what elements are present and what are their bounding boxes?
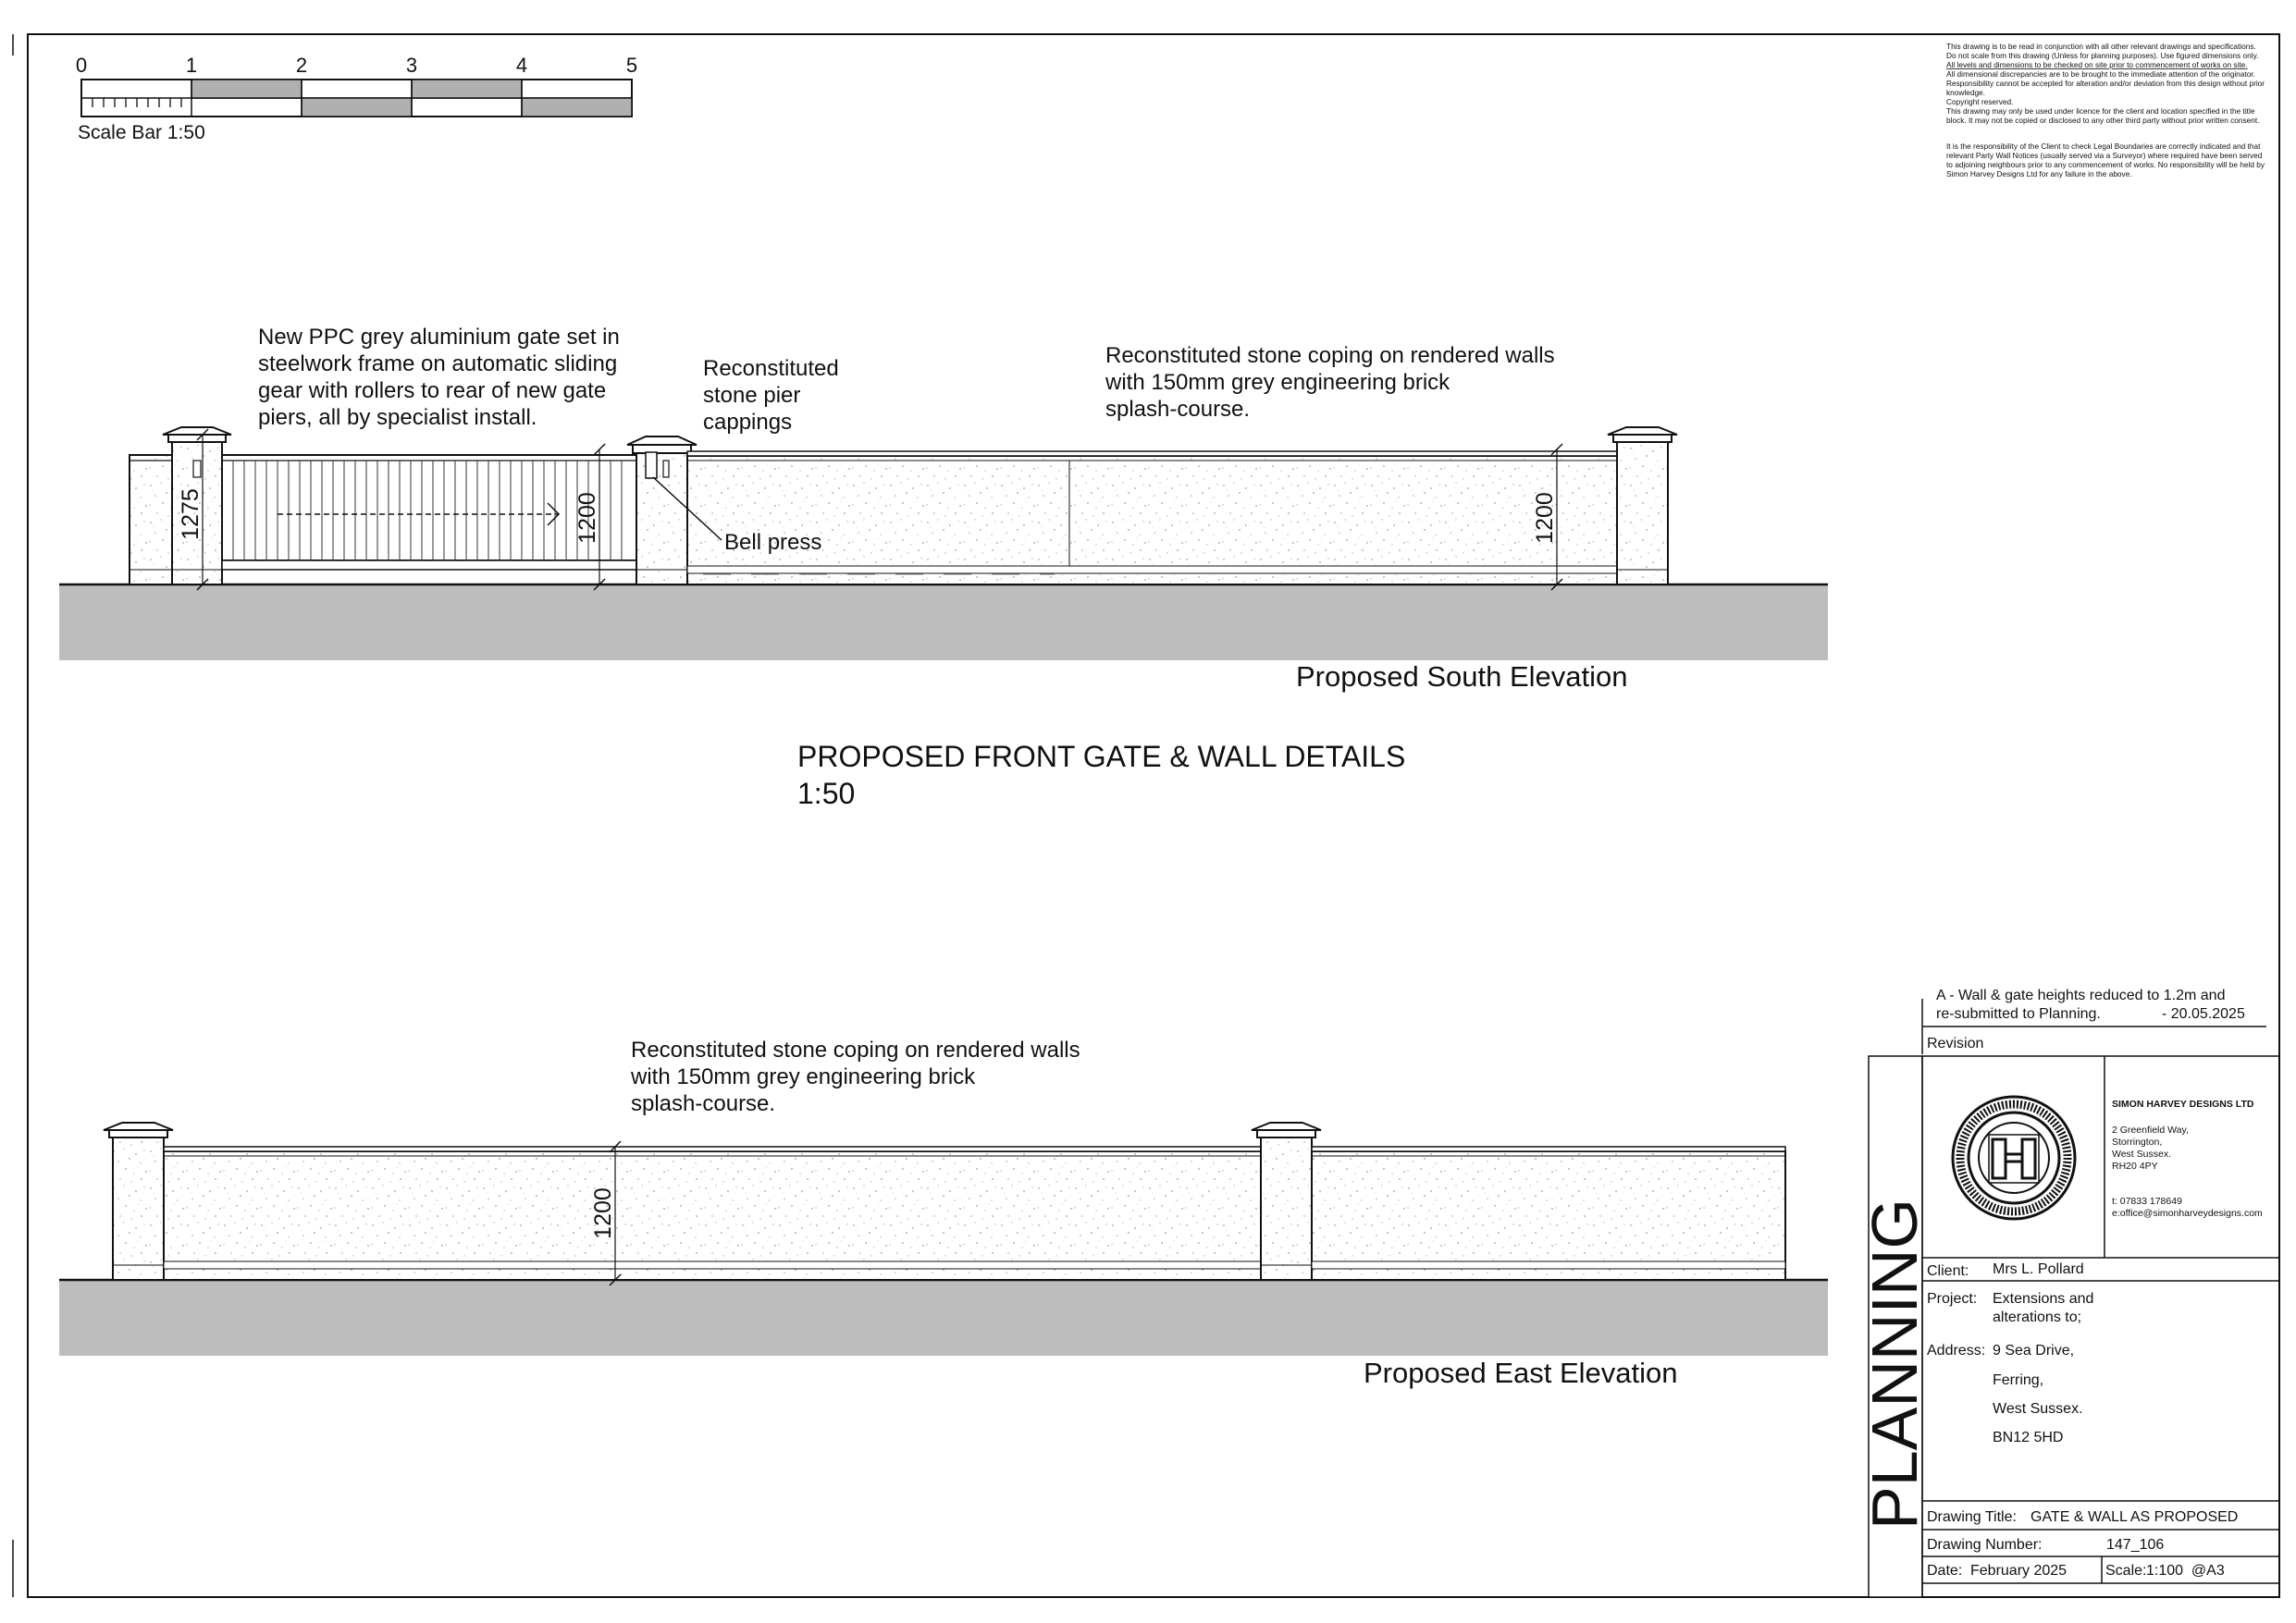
address-value-line: BN12 5HD xyxy=(1993,1430,2064,1445)
scale-tick-1: 1 xyxy=(185,54,198,77)
client-label: Client: xyxy=(1927,1263,1969,1279)
disclaimer-line: relevant Party Wall Notices (usually served via a Surveyor) where required have been served xyxy=(1946,151,2263,160)
disclaimer-line: knowledge. xyxy=(1946,88,1985,97)
company-address-line: West Sussex. xyxy=(2112,1149,2171,1160)
note-line: with 150mm grey engineering brick xyxy=(631,1064,976,1089)
east-pier-centre xyxy=(1252,1123,1321,1280)
project-value-line: Extensions and xyxy=(1993,1291,2094,1307)
disclaimer-line: This drawing is to be read in conjunction with all other relevant drawings and specifications. xyxy=(1946,42,2256,51)
south-wall xyxy=(687,451,1617,584)
company-email: e:office@simonharveydesigns.com xyxy=(2112,1208,2263,1219)
note-line: stone pier xyxy=(703,383,801,408)
date-label: Date: xyxy=(1927,1563,1963,1579)
note-line: New PPC grey aluminium gate set in xyxy=(258,325,620,350)
disclaimer-line: It is the responsibility of the Client to check Legal Boundaries are correctly indicated and that xyxy=(1946,141,2261,151)
bell-press-box xyxy=(646,452,657,478)
east-wall-right xyxy=(1312,1147,1785,1280)
project-label: Project: xyxy=(1927,1291,1978,1307)
disclaimer-line: Do not scale from this drawing (Unless for planning purposes). Use figured dimensions only. xyxy=(1946,51,2259,60)
east-elevation-title: Proposed East Elevation xyxy=(1364,1357,1678,1389)
disclaimer-line: block. It may not be copied or disclosed to any other third party without prior written consent. xyxy=(1946,116,2260,125)
east-wall-left xyxy=(164,1147,1261,1280)
client-value: Mrs L. Pollard xyxy=(1993,1261,2084,1277)
south-dim-wall-label: 1200 xyxy=(1532,492,1558,544)
drawing-number-value: 147_106 xyxy=(2106,1537,2165,1553)
company-phone: t: 07833 178649 xyxy=(2112,1196,2182,1207)
sheet-title: PROPOSED FRONT GATE & WALL DETAILS xyxy=(797,740,1406,773)
note-line: gear with rollers to rear of new gate xyxy=(258,378,607,403)
planning-status-stamp: PLANNING xyxy=(1858,1199,1931,1530)
drawing-number-label: Drawing Number: xyxy=(1927,1537,2043,1553)
company-name: SIMON HARVEY DESIGNS LTD xyxy=(2112,1099,2254,1110)
revision-label: Revision xyxy=(1927,1036,1984,1051)
revision-date: - 20.05.2025 xyxy=(2162,1006,2245,1022)
south-wall-stub xyxy=(130,455,172,584)
note-line: splash-course. xyxy=(1105,397,1251,422)
disclaimer-notes xyxy=(1946,42,2265,178)
note-line: Reconstituted xyxy=(703,356,839,381)
south-dim-pier-label: 1275 xyxy=(178,488,204,540)
drawing-title-label: Drawing Title: xyxy=(1927,1509,2017,1525)
disclaimer-line: This drawing may only be used under licence for the client and location specified in the title xyxy=(1946,106,2255,116)
project-value-line: alterations to; xyxy=(1993,1309,2082,1325)
scale-tick-3: 3 xyxy=(405,54,418,77)
disclaimer-line: All dimensional discrepancies are to be brought to the immediate attention of the originator. xyxy=(1946,69,2255,79)
company-address-line: Storrington, xyxy=(2112,1137,2163,1148)
disclaimer-line: All levels and dimensions to be checked on site prior to commencement of works on site. xyxy=(1946,60,2248,69)
east-dim-wall-label: 1200 xyxy=(590,1187,616,1239)
disclaimer-line: Simon Harvey Designs Ltd for any failure in the above. xyxy=(1946,169,2132,178)
scale-tick-5: 5 xyxy=(625,54,638,77)
scale-value: 1:100 @A3 xyxy=(2146,1563,2225,1579)
note-line: cappings xyxy=(703,410,793,435)
note-line: steelwork frame on automatic sliding xyxy=(258,351,618,376)
company-address-line: RH20 4PY xyxy=(2112,1161,2158,1172)
note-line: Reconstituted stone coping on rendered walls xyxy=(631,1038,1080,1063)
scale-tick-4: 4 xyxy=(515,54,528,77)
address-label: Address: xyxy=(1927,1343,1986,1359)
south-dim-gate-label: 1200 xyxy=(574,492,600,544)
disclaimer-line: Responsibility cannot be accepted for alteration and/or deviation from this design without prior xyxy=(1946,79,2265,88)
address-value-line: 9 Sea Drive, xyxy=(1993,1343,2075,1359)
east-ground xyxy=(59,1280,1828,1356)
south-pier-right xyxy=(1608,427,1677,584)
south-elevation-title: Proposed South Elevation xyxy=(1296,660,1628,693)
note-line: with 150mm grey engineering brick xyxy=(1105,370,1450,395)
scale-label: Scale: xyxy=(2105,1563,2147,1579)
scale-tick-0: 0 xyxy=(75,54,88,77)
disclaimer-line: Copyright reserved. xyxy=(1946,97,2014,106)
sheet-title-scale: 1:50 xyxy=(797,777,856,810)
company-logo xyxy=(1953,1097,2075,1219)
company-address-line: 2 Greenfield Way, xyxy=(2112,1125,2189,1136)
bell-press-label: Bell press xyxy=(724,530,822,555)
scale-bar-label: Scale Bar 1:50 xyxy=(78,122,205,143)
south-ground xyxy=(59,584,1828,660)
address-value-line: Ferring, xyxy=(1993,1372,2044,1388)
scale-tick-2: 2 xyxy=(295,54,308,77)
address-value-line: West Sussex. xyxy=(1993,1401,2083,1417)
revision-note-line: A - Wall & gate heights reduced to 1.2m and xyxy=(1936,988,2226,1003)
date-value: February 2025 xyxy=(1970,1563,2068,1579)
south-pier-centre xyxy=(627,436,697,584)
revision-note-line: re-submitted to Planning. xyxy=(1936,1006,2101,1022)
note-line: splash-course. xyxy=(631,1091,776,1116)
disclaimer-line: to adjoining neighbours prior to any commencement of works. No responsibility will be held by xyxy=(1946,160,2265,169)
note-line: Reconstituted stone coping on rendered walls xyxy=(1105,343,1555,368)
drawing-title-value: GATE & WALL AS PROPOSED xyxy=(2031,1509,2239,1525)
note-line: piers, all by specialist install. xyxy=(258,405,537,430)
east-pier-left xyxy=(104,1123,173,1280)
